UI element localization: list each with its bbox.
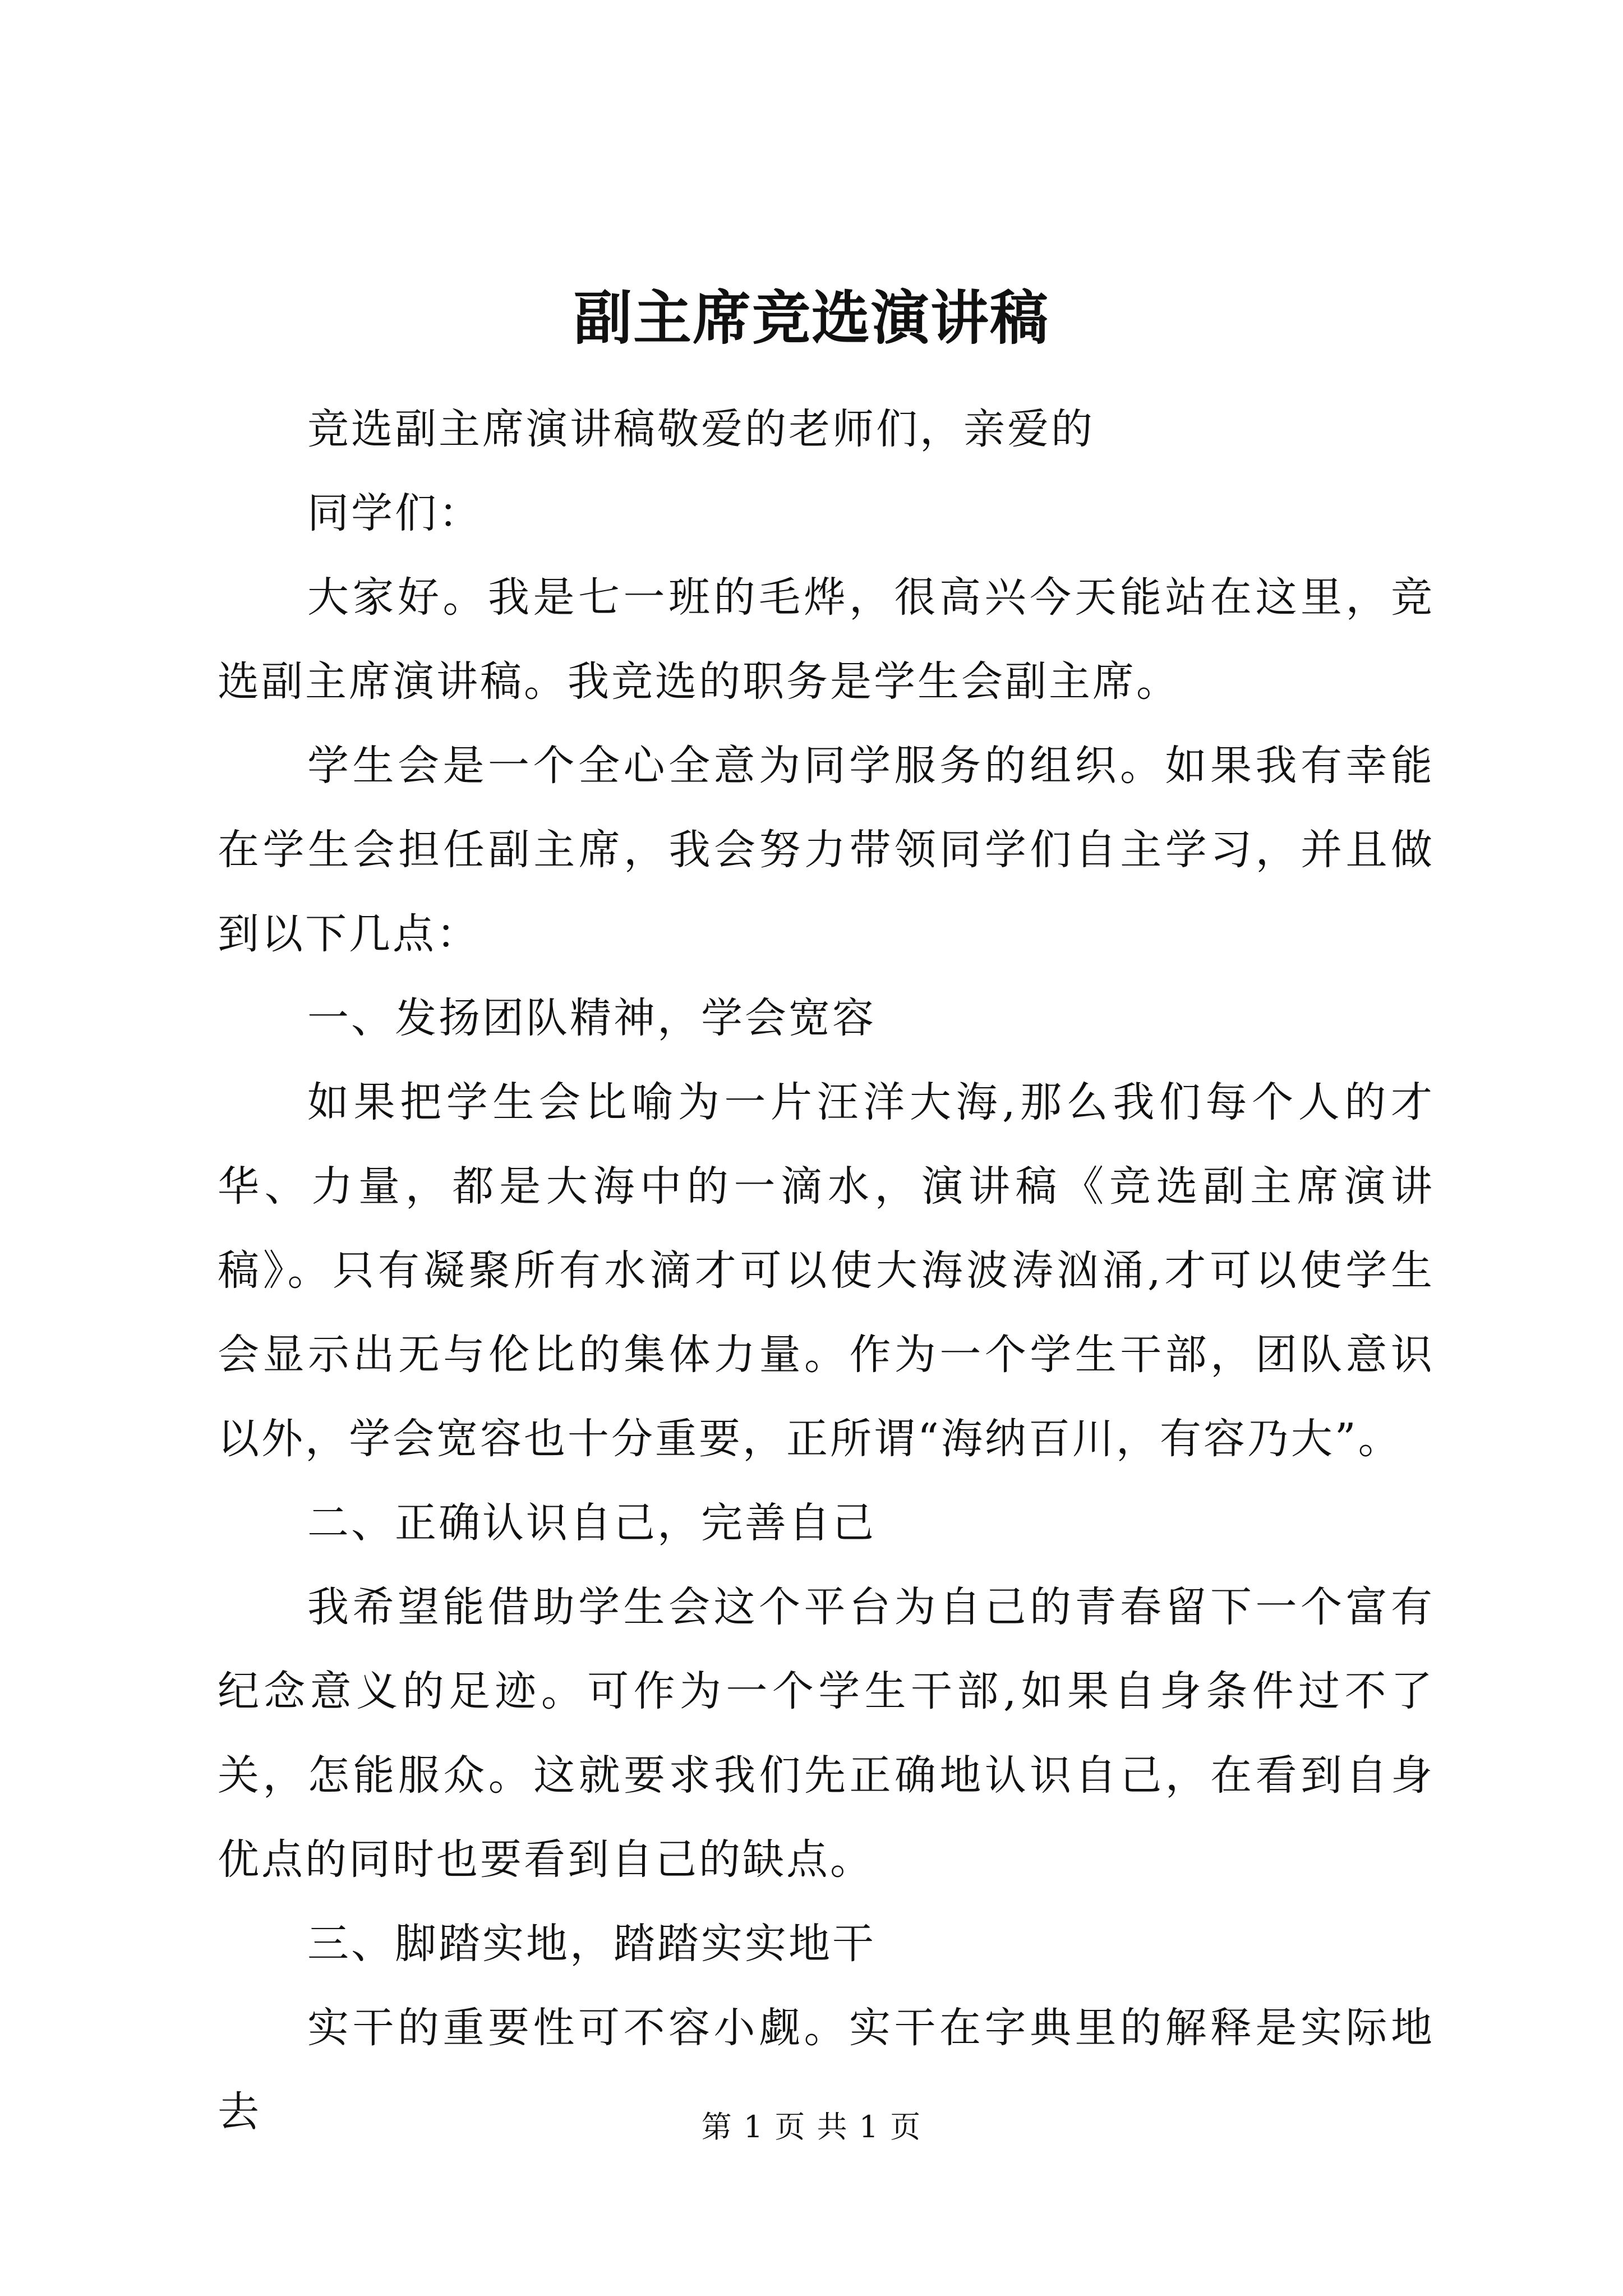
- paragraph: 如果把学生会比喻为一片汪洋大海,那么我们每个人的才华、力量，都是大海中的一滴水，演讲稿《竞选副主席演讲稿》。只有凝聚所有水滴才可以使大海波涛汹涌,才可以使学生会显示出无与伦比的集体力量。作为一个学生干部，团队意识以外，学会宽容也十分重要，正所谓“海纳百川，有容乃大”。: [218, 1078, 1435, 1463]
- page-number-footer: 第 1 页 共 1 页: [701, 2109, 922, 2145]
- section-heading: 一、发扬团队精神，学会宽容: [307, 994, 876, 1042]
- paragraph: 学生会是一个全心全意为同学服务的组织。如果我有幸能在学生会担任副主席，我会努力带领同学们自主学习，并且做到以下几点：: [218, 742, 1435, 958]
- section-heading: 三、脚踏实地，踏踏实实地干: [307, 1920, 876, 1968]
- document-title: 副主席竞选演讲稿: [573, 283, 1049, 352]
- document-body: [218, 387, 1435, 2154]
- paragraph: 我希望能借助学生会这个平台为自己的青春留下一个富有纪念意义的足迹。可作为一个学生干部,如果自身条件过不了关，怎能服众。这就要求我们先正确地认识自己，在看到自身优点的同时也要看到自己的缺点。: [218, 1583, 1435, 1884]
- paragraph: 同学们：: [307, 489, 482, 537]
- section-heading: 二、正确认识自己，完善自己: [307, 1499, 876, 1547]
- paragraph: 实干的重要性可不容小觑。实干在字典里的解释是实际地去: [218, 2004, 1435, 2136]
- paragraph: 竞选副主席演讲稿敬爱的老师们，亲爱的: [307, 405, 1095, 453]
- paragraph: 大家好。我是七一班的毛烨，很高兴今天能站在这里，竞选副主席演讲稿。我竞选的职务是学生会副主席。: [218, 573, 1435, 706]
